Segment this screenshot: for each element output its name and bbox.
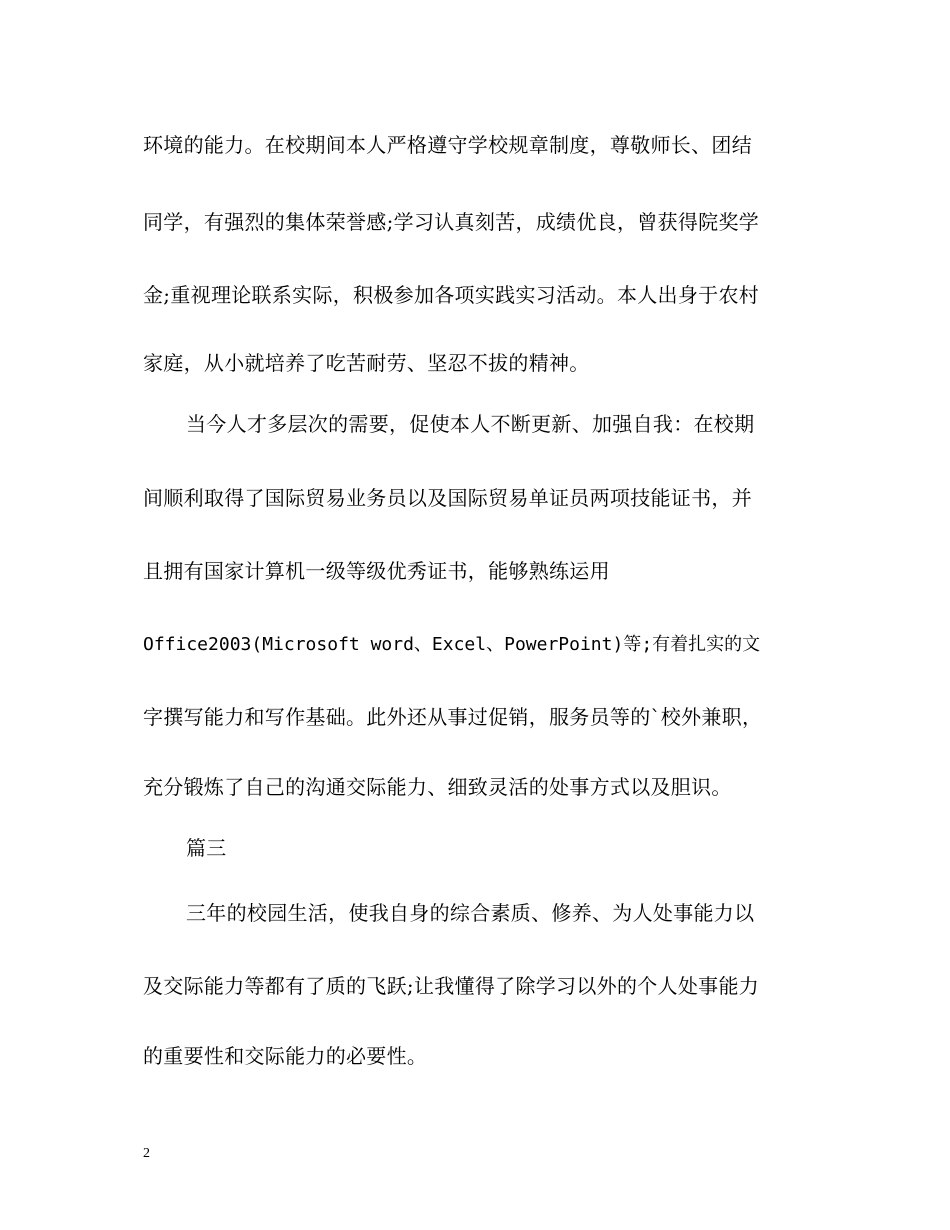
- section-heading: 篇三: [186, 836, 227, 860]
- text-line-4: 家庭，从小就培养了吃苦耐劳、坚忍不拔的精神。: [143, 351, 590, 375]
- text-line-1: 环境的能力。在校期间本人严格遵守学校规章制度，尊敬师长、团结: [143, 133, 752, 157]
- text-line-10: 充分锻炼了自己的沟通交际能力、细致灵活的处事方式以及胆识。: [143, 775, 732, 799]
- text-line-6: 间顺利取得了国际贸易业务员以及国际贸易单证员两项技能证书，并: [143, 486, 752, 510]
- text-line-3: 金;重视理论联系实际，积极参加各项实践实习活动。本人出身于农村: [143, 283, 760, 307]
- text-line-12: 及交际能力等都有了质的飞跃;让我懂得了除学习以外的个人处事能力: [143, 974, 760, 998]
- text-line-8: Office2003(Microsoft word、Excel、PowerPoint)等;有着扎实的文: [143, 634, 761, 655]
- text-line-7: 且拥有国家计算机一级等级优秀证书，能够熟练运用: [143, 559, 610, 583]
- text-line-13: 的重要性和交际能力的必要性。: [143, 1044, 428, 1068]
- text-line-9: 字撰写能力和写作基础。此外还从事过促销，服务员等的`校外兼职，: [143, 705, 763, 729]
- text-line-11: 三年的校园生活，使我自身的综合素质、修养、为人处事能力以: [186, 901, 755, 925]
- text-line-2: 同学，有强烈的集体荣誉感;学习认真刻苦，成绩优良，曾获得院奖学: [143, 210, 760, 234]
- text-line-5: 当今人才多层次的需要，促使本人不断更新、加强自我：在校期: [186, 412, 755, 436]
- page-number: 2: [143, 1146, 150, 1161]
